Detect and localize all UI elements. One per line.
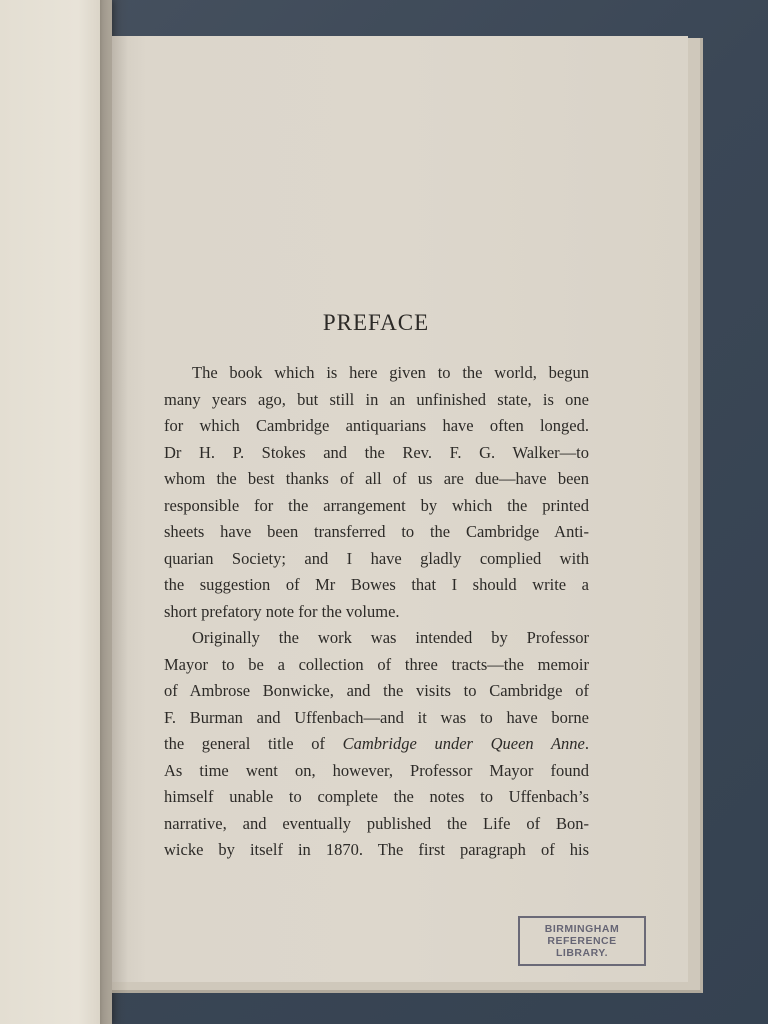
stamp-line: LIBRARY. bbox=[555, 947, 609, 959]
text-line: narrative, and eventually published the Life of Bon- bbox=[164, 813, 589, 833]
text-line: whom the best thanks of all of us are due—have been bbox=[164, 469, 589, 488]
text-line: many years ago, but still in an unfinished state, is one bbox=[164, 389, 589, 409]
text-line: the suggestion of Mr Bowes that I should write a bbox=[164, 575, 589, 594]
text-line: sheets have been transferred to the Cambridge Anti- bbox=[164, 522, 589, 541]
left-page bbox=[0, 0, 112, 1024]
text-line: of Ambrose Bonwicke, and the visits to Cambridge of bbox=[164, 681, 589, 700]
text-line: quarian Society; and I have gladly complied with bbox=[164, 548, 589, 568]
text-span: the general title of bbox=[164, 734, 343, 753]
text-line: responsible for the arrangement by which the printed bbox=[164, 495, 589, 515]
text-line: Originally the work was intended by Professor bbox=[192, 628, 589, 647]
text-line: short prefatory note for the volume. bbox=[164, 601, 400, 621]
text-line: himself unable to complete the notes to Uffenbach’s bbox=[164, 787, 589, 806]
book-gutter bbox=[100, 0, 128, 1024]
stamp-line: REFERENCE bbox=[547, 935, 617, 947]
text-line: wicke by itself in 1870. The first paragraph of his bbox=[164, 840, 589, 859]
page-title: PREFACE bbox=[322, 310, 430, 335]
text-line-with-italic bbox=[164, 731, 589, 758]
text-line: The book which is here given to the world, begun bbox=[192, 363, 589, 382]
preface-text bbox=[164, 360, 589, 864]
text-line: F. Burman and Uffenbach—and it was to have borne bbox=[164, 707, 589, 727]
text-line: for which Cambridge antiquarians have often longed. bbox=[164, 416, 589, 435]
text-span: . bbox=[584, 734, 589, 753]
text-line: Mayor to be a collection of three tracts—the memoir bbox=[164, 654, 589, 674]
text-line: As time went on, however, Professor Mayor found bbox=[164, 760, 589, 780]
text-line: Dr H. P. Stokes and the Rev. F. G. Walker—to bbox=[164, 442, 589, 462]
book-title-italic: Cambridge under Queen Anne bbox=[342, 734, 585, 753]
stamp-line: BIRMINGHAM bbox=[544, 923, 620, 935]
library-stamp bbox=[518, 916, 646, 966]
